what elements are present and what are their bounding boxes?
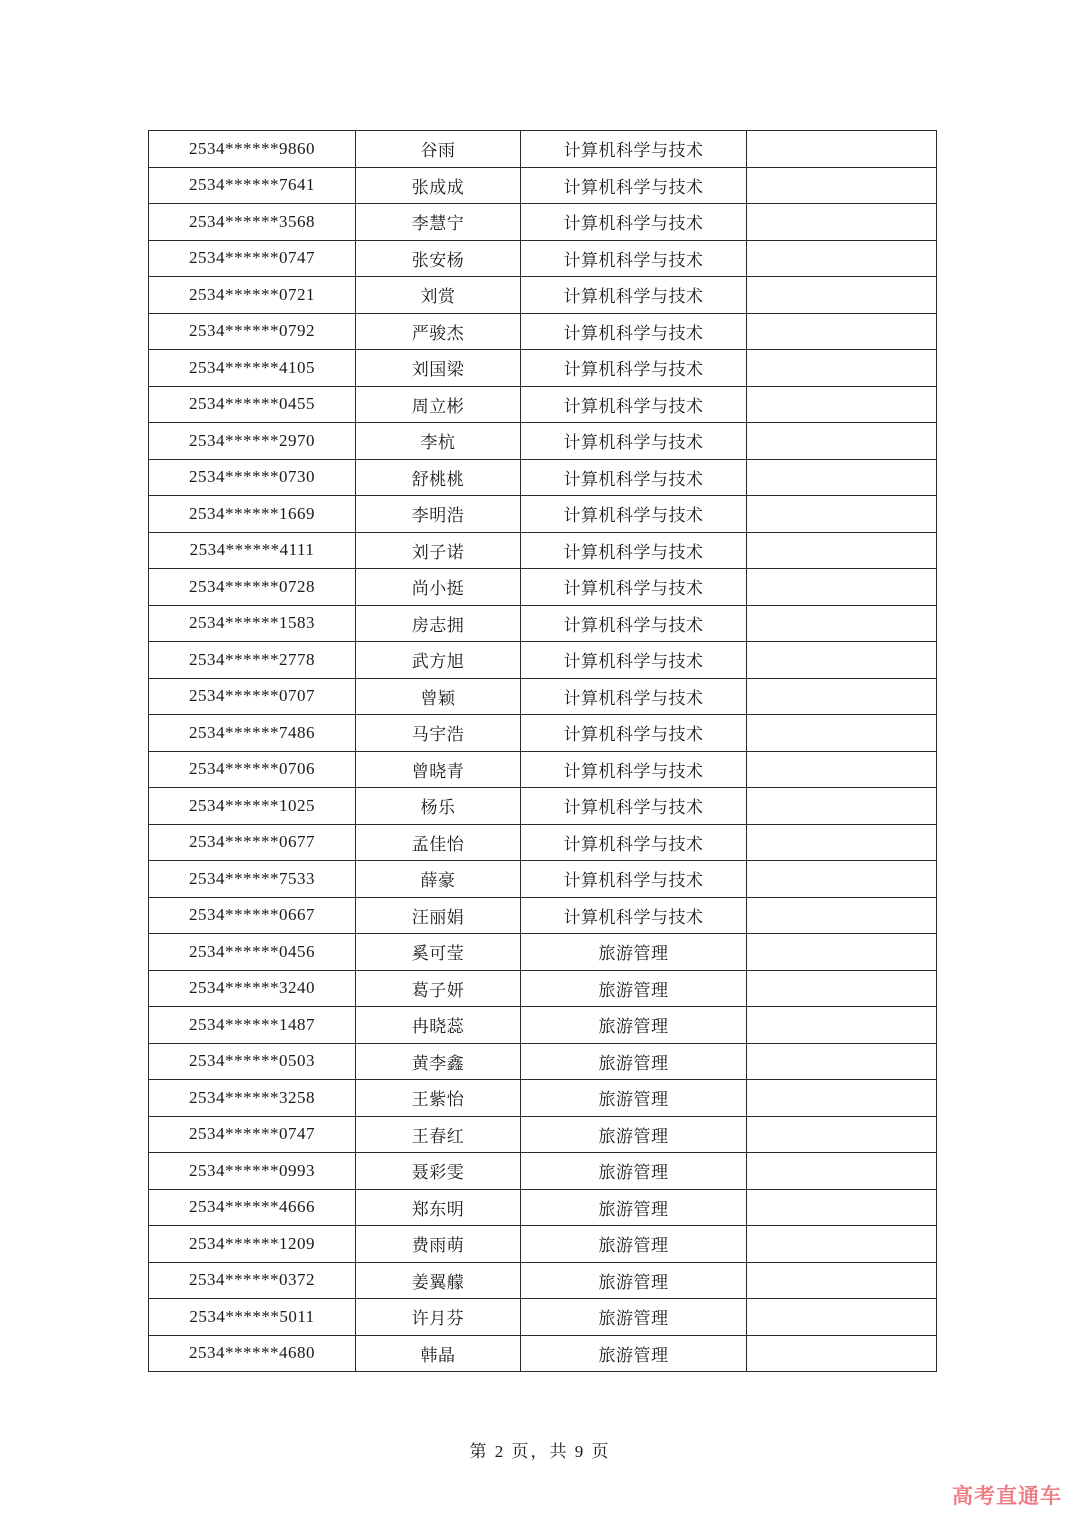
exam-id-cell: 2534******7641	[149, 167, 356, 204]
table-row	[149, 1080, 937, 1117]
empty-cell	[747, 532, 937, 569]
name-cell: 王紫怡	[356, 1080, 521, 1117]
exam-id-cell: 2534******7486	[149, 715, 356, 752]
exam-id-cell: 2534******3568	[149, 204, 356, 241]
table-row	[149, 897, 937, 934]
table-row	[149, 1043, 937, 1080]
table-row	[149, 1153, 937, 1190]
major-cell: 计算机科学与技术	[521, 386, 747, 423]
major-cell: 计算机科学与技术	[521, 277, 747, 314]
empty-cell	[747, 715, 937, 752]
name-cell: 汪丽娟	[356, 897, 521, 934]
table-row	[149, 934, 937, 971]
table-row	[149, 1226, 937, 1263]
name-cell: 王春红	[356, 1116, 521, 1153]
table-row	[149, 532, 937, 569]
exam-id-cell: 2534******0455	[149, 386, 356, 423]
major-cell: 计算机科学与技术	[521, 642, 747, 679]
table-row	[149, 605, 937, 642]
major-cell: 旅游管理	[521, 1299, 747, 1336]
empty-cell	[747, 386, 937, 423]
name-cell: 冉晓蕊	[356, 1007, 521, 1044]
name-cell: 房志拥	[356, 605, 521, 642]
major-cell: 旅游管理	[521, 934, 747, 971]
empty-cell	[747, 277, 937, 314]
exam-id-cell: 2534******0372	[149, 1262, 356, 1299]
exam-id-cell: 2534******9860	[149, 131, 356, 168]
name-cell: 周立彬	[356, 386, 521, 423]
name-cell: 张安杨	[356, 240, 521, 277]
name-cell: 张成成	[356, 167, 521, 204]
major-cell: 计算机科学与技术	[521, 824, 747, 861]
empty-cell	[747, 678, 937, 715]
exam-id-cell: 2534******0667	[149, 897, 356, 934]
major-cell: 旅游管理	[521, 1116, 747, 1153]
exam-id-cell: 2534******4680	[149, 1335, 356, 1372]
major-cell: 计算机科学与技术	[521, 167, 747, 204]
major-cell: 计算机科学与技术	[521, 788, 747, 825]
exam-id-cell: 2534******1025	[149, 788, 356, 825]
table-row	[149, 569, 937, 606]
exam-id-cell: 2534******2778	[149, 642, 356, 679]
exam-id-cell: 2534******7533	[149, 861, 356, 898]
exam-id-cell: 2534******1487	[149, 1007, 356, 1044]
name-cell: 葛子妍	[356, 970, 521, 1007]
table-row	[149, 240, 937, 277]
empty-cell	[747, 605, 937, 642]
table-row	[149, 678, 937, 715]
table-row	[149, 131, 937, 168]
exam-id-cell: 2534******0728	[149, 569, 356, 606]
table-row	[149, 423, 937, 460]
name-cell: 韩晶	[356, 1335, 521, 1372]
exam-id-cell: 2534******3240	[149, 970, 356, 1007]
name-cell: 杨乐	[356, 788, 521, 825]
empty-cell	[747, 642, 937, 679]
empty-cell	[747, 824, 937, 861]
major-cell: 计算机科学与技术	[521, 496, 747, 533]
empty-cell	[747, 788, 937, 825]
major-cell: 旅游管理	[521, 1007, 747, 1044]
major-cell: 旅游管理	[521, 1335, 747, 1372]
major-cell: 旅游管理	[521, 1226, 747, 1263]
name-cell: 刘国梁	[356, 350, 521, 387]
empty-cell	[747, 861, 937, 898]
exam-id-cell: 2534******1669	[149, 496, 356, 533]
empty-cell	[747, 1007, 937, 1044]
name-cell: 姜翼艨	[356, 1262, 521, 1299]
exam-id-cell: 2534******3258	[149, 1080, 356, 1117]
name-cell: 曾颖	[356, 678, 521, 715]
exam-id-cell: 2534******2970	[149, 423, 356, 460]
table-row	[149, 642, 937, 679]
empty-cell	[747, 1335, 937, 1372]
table-row	[149, 313, 937, 350]
exam-id-cell: 2534******0706	[149, 751, 356, 788]
name-cell: 郑东明	[356, 1189, 521, 1226]
empty-cell	[747, 204, 937, 241]
name-cell: 严骏杰	[356, 313, 521, 350]
exam-id-cell: 2534******0792	[149, 313, 356, 350]
empty-cell	[747, 496, 937, 533]
major-cell: 旅游管理	[521, 970, 747, 1007]
name-cell: 薛豪	[356, 861, 521, 898]
name-cell: 奚可莹	[356, 934, 521, 971]
major-cell: 计算机科学与技术	[521, 751, 747, 788]
watermark-text: 高考直通车	[952, 1485, 1062, 1508]
name-cell: 曾晓青	[356, 751, 521, 788]
empty-cell	[747, 131, 937, 168]
name-cell: 黄李鑫	[356, 1043, 521, 1080]
exam-id-cell: 2534******4111	[149, 532, 356, 569]
table-row	[149, 1262, 937, 1299]
name-cell: 李慧宁	[356, 204, 521, 241]
table-row	[149, 167, 937, 204]
table-row	[149, 1116, 937, 1153]
table-row	[149, 751, 937, 788]
major-cell: 计算机科学与技术	[521, 240, 747, 277]
table-row	[149, 788, 937, 825]
table-row	[149, 496, 937, 533]
major-cell: 计算机科学与技术	[521, 313, 747, 350]
page-number-footer: 第 2 页，共 9 页	[469, 1442, 611, 1461]
empty-cell	[747, 240, 937, 277]
major-cell: 计算机科学与技术	[521, 131, 747, 168]
name-cell: 费雨萌	[356, 1226, 521, 1263]
exam-id-cell: 2534******1209	[149, 1226, 356, 1263]
table-row	[149, 386, 937, 423]
name-cell: 武方旭	[356, 642, 521, 679]
exam-id-cell: 2534******1583	[149, 605, 356, 642]
student-table-body	[149, 131, 937, 1372]
major-cell: 计算机科学与技术	[521, 861, 747, 898]
major-cell: 旅游管理	[521, 1189, 747, 1226]
empty-cell	[747, 897, 937, 934]
table-row	[149, 1299, 937, 1336]
exam-id-cell: 2534******0721	[149, 277, 356, 314]
empty-cell	[747, 1189, 937, 1226]
exam-id-cell: 2534******0677	[149, 824, 356, 861]
exam-id-cell: 2534******4666	[149, 1189, 356, 1226]
table-row	[149, 824, 937, 861]
major-cell: 计算机科学与技术	[521, 715, 747, 752]
empty-cell	[747, 1262, 937, 1299]
major-cell: 计算机科学与技术	[521, 569, 747, 606]
major-cell: 旅游管理	[521, 1262, 747, 1299]
major-cell: 计算机科学与技术	[521, 459, 747, 496]
empty-cell	[747, 1080, 937, 1117]
table-row	[149, 1189, 937, 1226]
name-cell: 谷雨	[356, 131, 521, 168]
major-cell: 计算机科学与技术	[521, 605, 747, 642]
table-row	[149, 350, 937, 387]
empty-cell	[747, 313, 937, 350]
major-cell: 旅游管理	[521, 1080, 747, 1117]
name-cell: 许月芬	[356, 1299, 521, 1336]
name-cell: 尚小挺	[356, 569, 521, 606]
table-row	[149, 970, 937, 1007]
major-cell: 计算机科学与技术	[521, 532, 747, 569]
exam-id-cell: 2534******0747	[149, 1116, 356, 1153]
empty-cell	[747, 751, 937, 788]
empty-cell	[747, 1153, 937, 1190]
major-cell: 计算机科学与技术	[521, 423, 747, 460]
name-cell: 刘子诺	[356, 532, 521, 569]
name-cell: 刘赏	[356, 277, 521, 314]
empty-cell	[747, 459, 937, 496]
exam-id-cell: 2534******0503	[149, 1043, 356, 1080]
table-row	[149, 459, 937, 496]
exam-id-cell: 2534******0747	[149, 240, 356, 277]
exam-id-cell: 2534******5011	[149, 1299, 356, 1336]
student-table	[148, 130, 937, 1372]
major-cell: 计算机科学与技术	[521, 350, 747, 387]
major-cell: 计算机科学与技术	[521, 204, 747, 241]
exam-id-cell: 2534******0456	[149, 934, 356, 971]
major-cell: 计算机科学与技术	[521, 678, 747, 715]
table-row	[149, 1007, 937, 1044]
empty-cell	[747, 1226, 937, 1263]
name-cell: 李杭	[356, 423, 521, 460]
major-cell: 计算机科学与技术	[521, 897, 747, 934]
name-cell: 聂彩雯	[356, 1153, 521, 1190]
empty-cell	[747, 970, 937, 1007]
empty-cell	[747, 934, 937, 971]
table-row	[149, 204, 937, 241]
empty-cell	[747, 167, 937, 204]
empty-cell	[747, 1299, 937, 1336]
empty-cell	[747, 423, 937, 460]
empty-cell	[747, 1116, 937, 1153]
exam-id-cell: 2534******0707	[149, 678, 356, 715]
empty-cell	[747, 1043, 937, 1080]
name-cell: 马宇浩	[356, 715, 521, 752]
name-cell: 李明浩	[356, 496, 521, 533]
major-cell: 旅游管理	[521, 1043, 747, 1080]
table-row	[149, 861, 937, 898]
table-row	[149, 1335, 937, 1372]
table-row	[149, 715, 937, 752]
exam-id-cell: 2534******0730	[149, 459, 356, 496]
name-cell: 孟佳怡	[356, 824, 521, 861]
empty-cell	[747, 350, 937, 387]
exam-id-cell: 2534******4105	[149, 350, 356, 387]
empty-cell	[747, 569, 937, 606]
major-cell: 旅游管理	[521, 1153, 747, 1190]
table-row	[149, 277, 937, 314]
name-cell: 舒桃桃	[356, 459, 521, 496]
exam-id-cell: 2534******0993	[149, 1153, 356, 1190]
